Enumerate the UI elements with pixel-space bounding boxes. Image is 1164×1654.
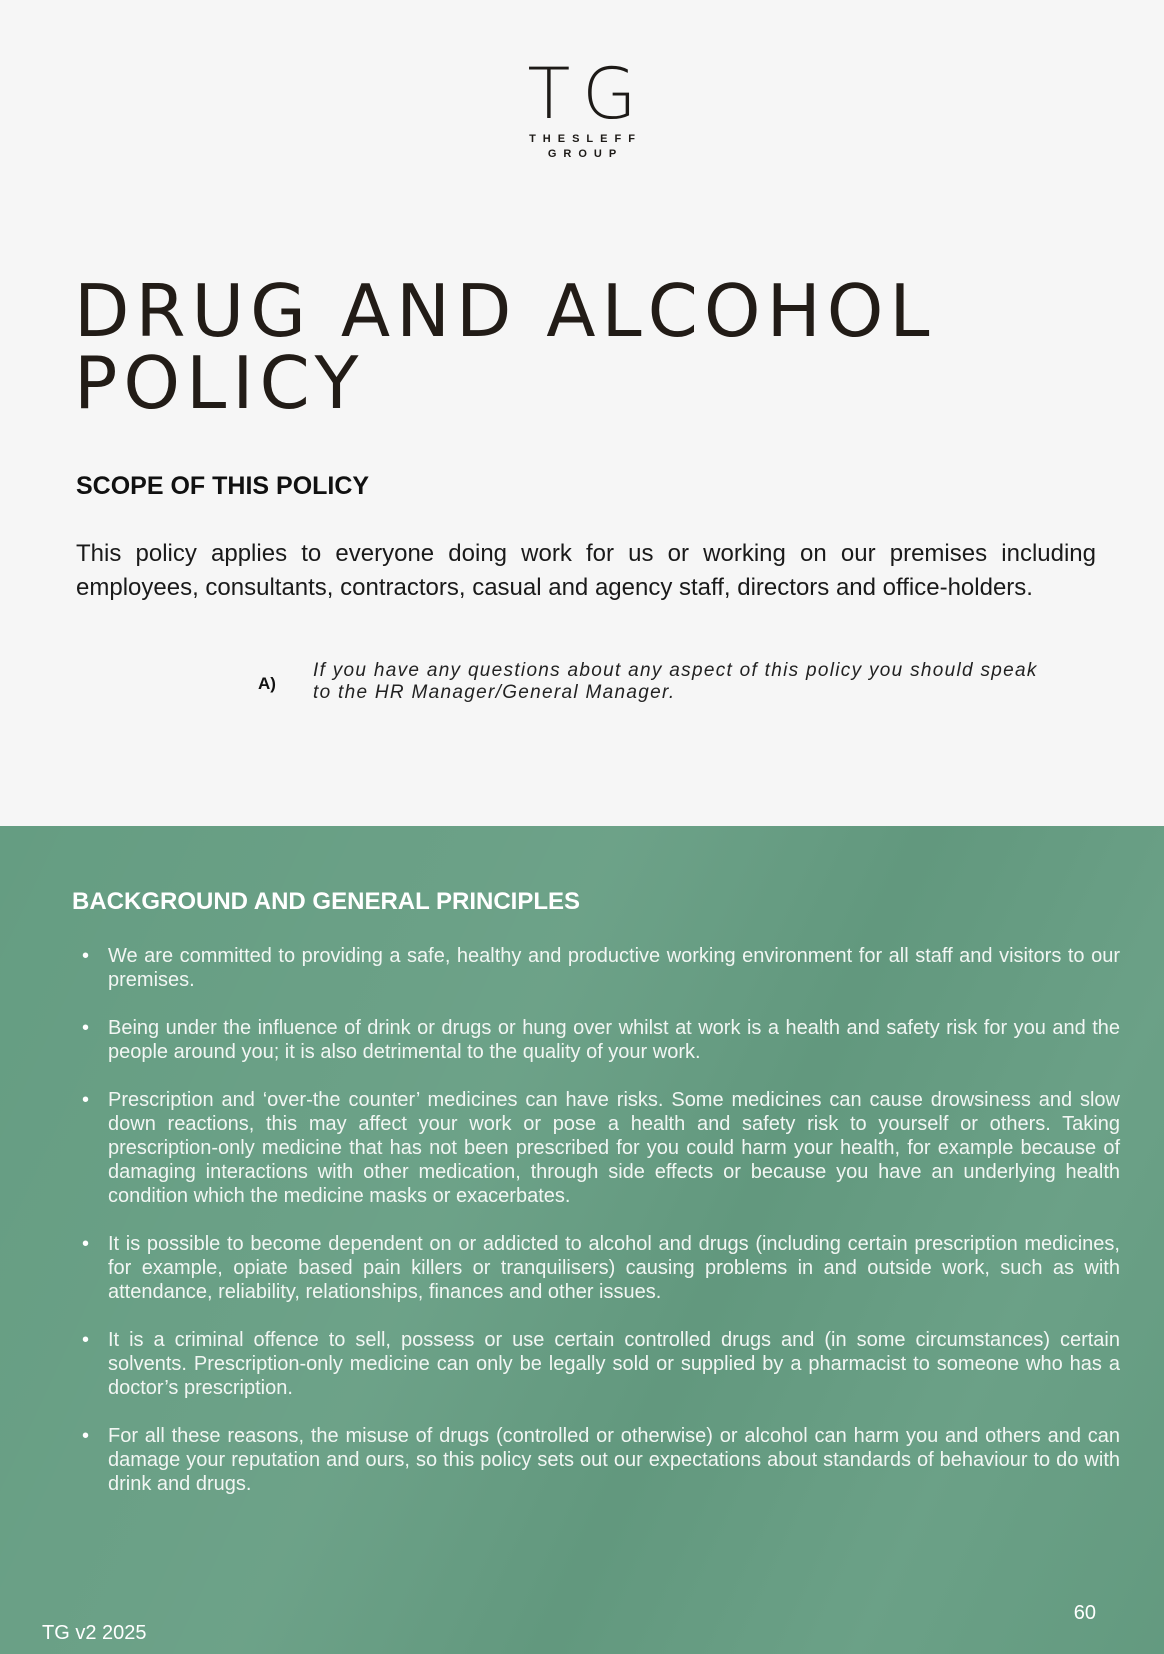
page-title-line2: POLICY xyxy=(74,341,365,425)
top-section xyxy=(0,0,1164,826)
list-item: • It is a criminal offence to sell, possess or use certain controlled drugs and (in some circumstances) certain solvents. Prescription-only medicine can only be legally sold or supplied by a pharmacist to someone who has a doctor’s prescription. xyxy=(108,1328,1120,1400)
page-title xyxy=(74,269,1114,425)
list-item: • We are committed to providing a safe, healthy and productive working environment for all staff and visitors to our premises. xyxy=(108,944,1120,992)
version-label: TG v2 2025 xyxy=(42,1622,147,1644)
scope-heading: SCOPE OF THIS POLICY xyxy=(76,472,370,500)
page-number: 60 xyxy=(1073,1602,1096,1624)
scope-note-text: If you have any questions about any aspect of this policy you should speak to the HR Manager/General Manager. xyxy=(313,660,1038,703)
list-item: • Being under the influence of drink or drugs or hung over whilst at work is a health and safety risk for you and the people around you; it is also detrimental to the quality of your work. xyxy=(108,1016,1120,1064)
company-logo xyxy=(0,53,1164,162)
scope-note xyxy=(258,660,1058,704)
background-heading: BACKGROUND AND GENERAL PRINCIPLES xyxy=(72,888,581,915)
list-item: • Prescription and ‘over-the counter’ medicines can have risks. Some medicines can cause drowsiness and slow down reactions, this may affect your work or pose a health and safety risk to yourself or others. Taking prescription-only medicine that has not been prescribed for you could harm your health, for example because of damaging interactions with other medication, through side effects or because you have an underlying health condition which the medicine masks or exacerbates. xyxy=(108,1088,1120,1208)
principles-list xyxy=(80,944,1120,1520)
logo-mark: TG xyxy=(527,53,649,135)
logo-subtitle-line2: GROUP xyxy=(547,148,624,160)
list-item: • For all these reasons, the misuse of drugs (controlled or otherwise) or alcohol can harm you and others and can damage your reputation and ours, so this policy sets out our expectations about standards of behaviour to do with drink and drugs. xyxy=(108,1424,1120,1496)
scope-note-label: A) xyxy=(258,674,276,693)
scope-paragraph: This policy applies to everyone doing work for us or working on our premises including employees, consultants, contractors, casual and agency staff, directors and office-holders. xyxy=(76,540,1096,601)
list-item: • It is possible to become dependent on or addicted to alcohol and drugs (including certain prescription medicines, for example, opiate based pain killers or tranquilisers) causing problems in and outside work, such as with attendance, reliability, relationships, finances and other issues. xyxy=(108,1232,1120,1304)
background-section xyxy=(0,826,1164,1654)
logo-subtitle-line1: THESLEFF xyxy=(529,133,642,145)
page-title-line1: DRUG AND ALCOHOL xyxy=(74,269,936,353)
